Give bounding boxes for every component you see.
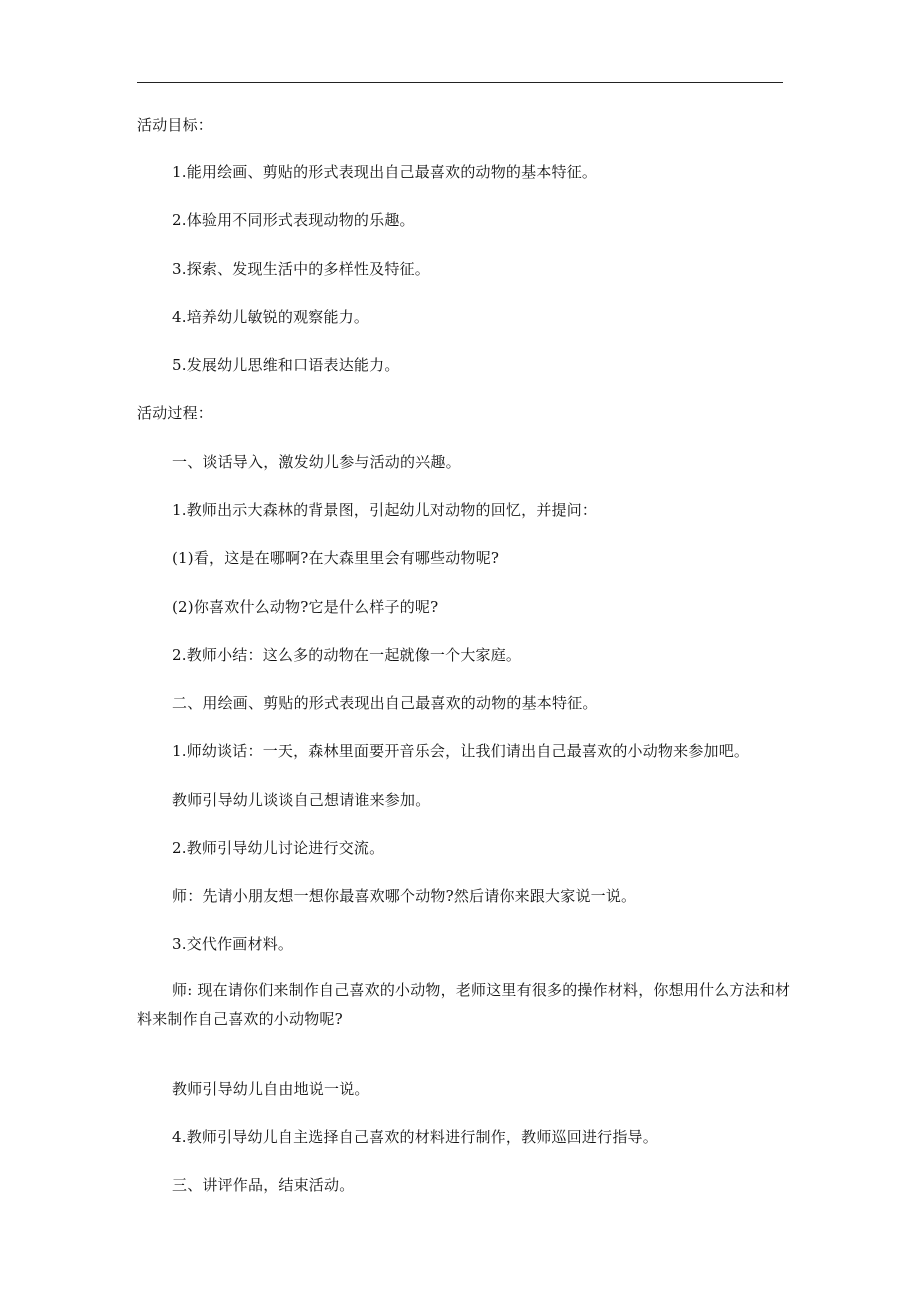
process-paragraph: 1.教师出示大森林的背景图，引起幼儿对动物的回忆，并提问：: [172, 501, 598, 519]
header-rule: [137, 82, 783, 83]
goal-item-2: 2.体验用不同形式表现动物的乐趣。: [172, 211, 415, 229]
process-paragraph: (1)看，这是在哪啊?在大森里里会有哪些动物呢?: [172, 549, 500, 567]
process-step-3: 三、讲评作品，结束活动。: [172, 1176, 355, 1194]
goal-item-1: 1.能用绘画、剪贴的形式表现出自己最喜欢的动物的基本特征。: [172, 163, 598, 181]
process-paragraph: 师：先请小朋友想一想你最喜欢哪个动物?然后请你来跟大家说一说。: [172, 887, 637, 905]
process-paragraph: (2)你喜欢什么动物?它是什么样子的呢?: [172, 598, 439, 616]
process-paragraph: 4.教师引导幼儿自主选择自己喜欢的材料进行制作，教师巡回进行指导。: [172, 1128, 658, 1146]
goal-item-3: 3.探索、发现生活中的多样性及特征。: [172, 260, 430, 278]
process-paragraph: 3.交代作画材料。: [172, 935, 294, 953]
goal-item-4: 4.培养幼儿敏锐的观察能力。: [172, 308, 370, 326]
process-paragraph: 2.教师引导幼儿讨论进行交流。: [172, 839, 385, 857]
process-paragraph: 2.教师小结：这么多的动物在一起就像一个大家庭。: [172, 646, 522, 664]
process-paragraph: 1.师幼谈话：一天，森林里面要开音乐会，让我们请出自己最喜欢的小动物来参加吧。: [172, 742, 750, 760]
goal-item-5: 5.发展幼儿思维和口语表达能力。: [172, 356, 400, 374]
goals-heading: 活动目标：: [137, 116, 214, 134]
process-step-1: 一、谈话导入，激发幼儿参与活动的兴趣。: [172, 453, 461, 471]
process-step-2: 二、用绘画、剪贴的形式表现出自己最喜欢的动物的基本特征。: [172, 694, 598, 712]
process-paragraph: 教师引导幼儿谈谈自己想请谁来参加。: [172, 791, 431, 809]
process-heading: 活动过程：: [137, 404, 214, 422]
process-paragraph: 师: 现在请你们来制作自己喜欢的小动物，老师这里有很多的操作材料，你想用什么方法和材料来制作自己喜欢的小动物呢?: [137, 981, 791, 1028]
process-paragraph: 教师引导幼儿自由地说一说。: [172, 1080, 370, 1098]
